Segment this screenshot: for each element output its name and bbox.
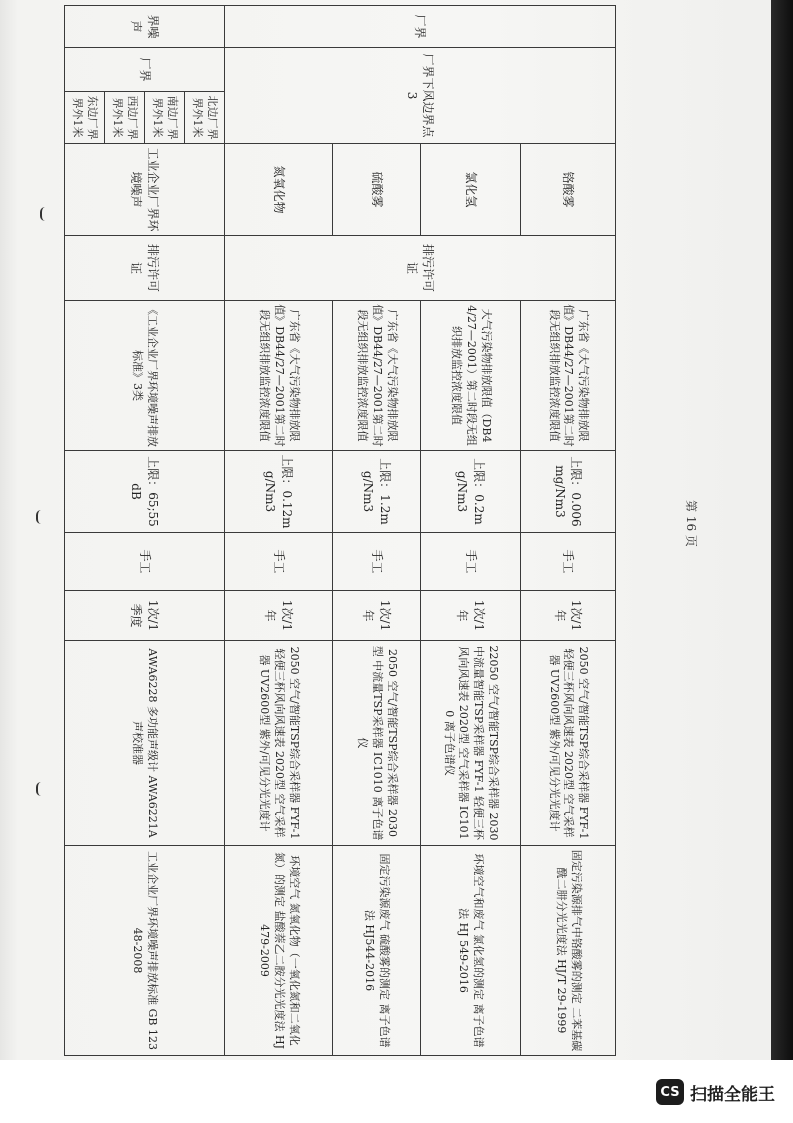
table-row xyxy=(421,6,521,1056)
limit-cell: 上限：0.12mg/Nm3 xyxy=(225,451,333,533)
frequency-cell: 1次/1年 xyxy=(225,591,333,641)
scanner-watermark xyxy=(656,1079,775,1105)
noise-point-north: 北边厂界界外1米 xyxy=(185,92,225,144)
table-row xyxy=(521,6,616,1056)
basis-cell: 排污许可证 xyxy=(225,236,616,301)
rotated-table-wrapper xyxy=(56,5,616,1055)
noise-point-west: 西边厂界界外1米 xyxy=(105,92,145,144)
standard-cell: 广东省《大气污染物排放限值》DB44/27—2001第二时段无组织排放监控浓度限值 xyxy=(225,301,333,451)
analysis-cell: 环境空气和废气 氯化氢的测定 离子色谱法 HJ 549-2016 xyxy=(421,846,521,1056)
pollutant-cell: 铬酸雾 xyxy=(521,144,616,236)
pollutant-cell: 硫酸雾 xyxy=(333,144,421,236)
table-row xyxy=(225,6,333,1056)
pollutant-cell: 氯化氢 xyxy=(421,144,521,236)
instrument-cell: 2050 空气/智能TSP综合采样器 FYF-1 轻便三杯风向风速表 2020型 空气采样器 UV2600型 紫外/可见分光光度计 xyxy=(521,641,616,846)
standard-cell: 广东省《大气污染物排放限值》DB44/27—2001第二时段无组织排放监控浓度限值 xyxy=(333,301,421,451)
section-cell-boundary: 厂界 xyxy=(65,48,225,92)
noise-point-south: 南边厂界界外1米 xyxy=(145,92,185,144)
table-row xyxy=(333,6,421,1056)
standard-cell: 大气污染物排放限值（DB44/27—2001）第二时段无组织排放监控浓度限值 xyxy=(421,301,521,451)
limit-cell: 上限：1.2mg/Nm3 xyxy=(333,451,421,533)
method-cell: 手工 xyxy=(225,533,333,591)
instrument-cell: 2050 空气/智能TSP综合采样器 FYF-1 轻便三杯风向风速表 2020型 空气采样器 UV2600型 紫外/可见分光光度计 xyxy=(225,641,333,846)
limit-cell: 上限：65;55dB xyxy=(65,451,225,533)
noise-point-east: 东边厂界界外1米 xyxy=(65,92,105,144)
frequency-cell: 1次/1年 xyxy=(421,591,521,641)
method-cell: 手工 xyxy=(521,533,616,591)
instrument-cell: 2050 空气/智能TSP综合采样器 2030型 中流量TSP采样器 IC1010 离子色谱仪 xyxy=(333,641,421,846)
pen-mark xyxy=(36,782,46,796)
frequency-cell: 1次/1年 xyxy=(333,591,421,641)
instrument-cell: 22050 空气/智能TSP综合采样器 2030 中流量智能TSP采样器 FYF-1 轻便三杯风向风速表 2020型 空气采样器 IC1010 离子色谱仪 xyxy=(421,641,521,846)
table-row xyxy=(185,6,225,1056)
frequency-cell: 1次/1年 xyxy=(521,591,616,641)
camscanner-logo-icon: CS xyxy=(656,1079,684,1105)
section-cell: 厂界 xyxy=(225,6,616,48)
method-cell: 手工 xyxy=(65,533,225,591)
scan-edge-shadow xyxy=(771,0,793,1060)
method-cell: 手工 xyxy=(421,533,521,591)
limit-cell: 上限：0.006mg/Nm3 xyxy=(521,451,616,533)
point-cell: 厂界下风边界点3 xyxy=(225,48,616,144)
page-number: 第 16 页 xyxy=(684,500,698,547)
limit-cell: 上限：0.2mg/Nm3 xyxy=(421,451,521,533)
analysis-cell: 固定污染源废气 硫酸雾的测定 离子色谱法 HJ544-2016 xyxy=(333,846,421,1056)
analysis-cell: 环境空气 氮氧化物（一氧化氮和二氧化氮）的测定 盐酸萘乙二胺分光光度法 HJ 479-2009 xyxy=(225,846,333,1056)
standard-cell: 广东省《大气污染物排放限值》DB44/27—2001第二时段无组织排放监控浓度限值 xyxy=(521,301,616,451)
frequency-cell: 1次/1季度 xyxy=(65,591,225,641)
instrument-cell: AWA6228 多功能声级计 AWA6221A 声校准器 xyxy=(65,641,225,846)
standard-cell: 《工业企业厂界环境噪声排放标准》3类 xyxy=(65,301,225,451)
watermark-text: 扫描全能王 xyxy=(690,1084,775,1105)
basis-cell: 排污许可证 xyxy=(65,236,225,301)
analysis-cell: 工业企业厂界环境噪声排放标准 GB 12348-2008 xyxy=(65,846,225,1056)
analysis-cell: 固定污染源排气中铬酸雾的测定 二苯基碳酰二肼分光光度法 HJ/T 29-1999 xyxy=(521,846,616,1056)
pen-mark xyxy=(36,510,46,524)
method-cell: 手工 xyxy=(333,533,421,591)
pen-mark xyxy=(40,207,50,221)
pollutant-cell: 工业企业厂界环境噪声 xyxy=(65,144,225,236)
monitoring-table xyxy=(64,5,616,1056)
section-cell-noise: 界噪声 xyxy=(65,6,225,48)
pollutant-cell: 氮氧化物 xyxy=(225,144,333,236)
